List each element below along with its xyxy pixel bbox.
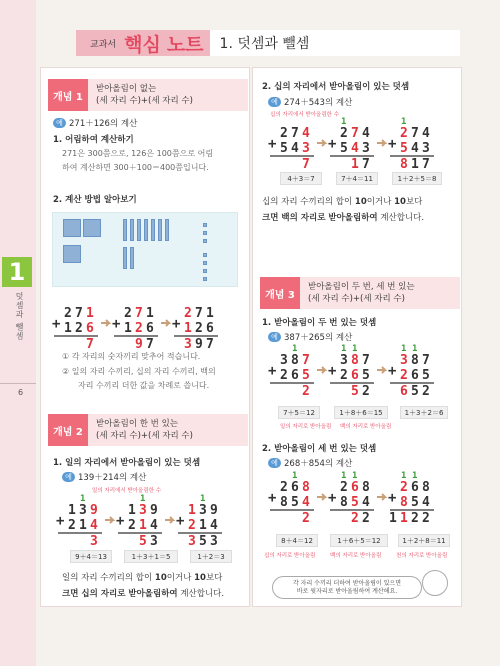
addend-digit: 1 <box>79 518 87 533</box>
c3-result-5: 1＋6＋5＝12 <box>330 534 388 547</box>
addend-digit: 8 <box>411 353 419 368</box>
c3-note-ones: 일의 자리로 받아올림 <box>280 424 332 430</box>
addend-digit: 3 <box>139 503 147 518</box>
addend-digit: 4 <box>210 518 218 533</box>
addend-digit: 2 <box>195 321 203 336</box>
addend-digit: 8 <box>302 480 310 495</box>
sidebar-divider <box>0 383 36 384</box>
addend-digit: 2 <box>135 321 143 336</box>
carry-digit: 1 <box>401 117 407 127</box>
concept-3-line2: (세 자리 수)+(세 자리 수) <box>308 294 405 304</box>
addend-digit: 4 <box>411 141 419 156</box>
note-label: 노트 <box>166 33 204 56</box>
carry-digit: 1 <box>341 344 347 354</box>
base-ten-blocks-image <box>52 212 238 287</box>
c2-result-1: 9＋4＝13 <box>70 550 112 563</box>
addend-digit: 5 <box>291 495 299 510</box>
addend-digit: 5 <box>340 141 348 156</box>
carry-digit: 1 <box>412 471 418 481</box>
sum-digit: 5 <box>411 384 419 397</box>
c2b-carry-note: 십의 자리에서 받아올림한 수 <box>270 112 340 118</box>
step-arrow <box>101 320 109 326</box>
step-arrow <box>377 140 385 146</box>
c2b-result-3: 1＋2＋5＝8 <box>392 172 442 185</box>
page-number: 6 <box>18 388 24 397</box>
example-badge: 예 <box>268 458 281 468</box>
addend-digit: 9 <box>210 503 218 518</box>
sum-digit: 9 <box>135 337 143 350</box>
addend-digit: 2 <box>124 306 132 321</box>
step-arrow <box>165 517 173 523</box>
sum-digit: 3 <box>150 534 158 547</box>
addend-digit: 5 <box>400 141 408 156</box>
carry-digit: 1 <box>140 494 146 504</box>
addend-digit: 3 <box>422 141 430 156</box>
c1-step1-b: 하여 계산하면 300＋100＝400쯤입니다. <box>62 163 209 172</box>
sum-digit: 5 <box>351 384 359 397</box>
addend-digit: 7 <box>75 306 83 321</box>
chapter-number: 1 <box>2 257 32 287</box>
step-arrow <box>105 517 113 523</box>
ten-rod <box>123 219 127 241</box>
addend-digit: 1 <box>139 518 147 533</box>
addend-digit: 3 <box>199 503 207 518</box>
addend-digit: 1 <box>206 306 214 321</box>
unit-cube <box>203 231 207 235</box>
sum-digit: 7 <box>146 337 154 350</box>
addend-digit: 4 <box>302 126 310 141</box>
addend-digit: 8 <box>280 495 288 510</box>
addend-digit: 4 <box>422 126 430 141</box>
c1-step1: 1. 어림하여 계산하기 <box>53 135 134 145</box>
addend-digit: 3 <box>280 353 288 368</box>
concept-1-line2: (세 자리 수)+(세 자리 수) <box>96 96 193 106</box>
plus-sign: + <box>328 136 337 152</box>
example-5-text: 268＋854의 계산 <box>284 459 353 469</box>
plus-sign: + <box>172 316 181 332</box>
addend-digit: 8 <box>340 495 348 510</box>
plus-sign: + <box>52 316 61 332</box>
addend-digit: 2 <box>400 368 408 383</box>
addend-digit: 1 <box>124 321 132 336</box>
carry-digit: 1 <box>352 344 358 354</box>
addend-digit: 2 <box>400 480 408 495</box>
sum-digit: 1 <box>351 157 359 170</box>
plus-sign: + <box>112 316 121 332</box>
sum-digit: 1 <box>389 511 397 524</box>
plus-sign: + <box>268 363 277 379</box>
page-header <box>76 30 460 56</box>
addend-digit: 2 <box>340 368 348 383</box>
plus-sign: + <box>388 136 397 152</box>
addend-digit: 8 <box>291 353 299 368</box>
c3b-vertical-addition <box>268 469 458 524</box>
addend-digit: 2 <box>184 306 192 321</box>
addend-digit: 7 <box>362 353 370 368</box>
carry-digit: 1 <box>401 471 407 481</box>
step-arrow <box>161 320 169 326</box>
addend-digit: 8 <box>351 353 359 368</box>
addend-digit: 6 <box>351 480 359 495</box>
c1-step1-a: 271은 300쯤으로, 126은 100쯤으로 어림 <box>62 149 214 158</box>
addend-digit: 3 <box>79 503 87 518</box>
addend-digit: 5 <box>362 368 370 383</box>
c3-note-hundreds-2: 백의 자리로 받아올림 <box>330 553 382 559</box>
step-arrow <box>317 367 325 373</box>
addend-digit: 3 <box>340 353 348 368</box>
addend-digit: 6 <box>411 480 419 495</box>
c2b-rule-line2: 크면 백의 자리로 받아올림하여 계산합니다. <box>262 213 425 223</box>
speech-bubble <box>272 576 422 599</box>
c3-result-1: 7＋5＝12 <box>278 406 320 419</box>
sum-digit: 2 <box>422 384 430 397</box>
unit-cube <box>203 223 207 227</box>
plus-sign: + <box>388 363 397 379</box>
bear-mascot-icon <box>422 570 448 596</box>
addend-digit: 1 <box>188 503 196 518</box>
ten-rod <box>137 219 141 241</box>
carry-digit: 1 <box>341 117 347 127</box>
c3-result-3: 1＋3＋2＝6 <box>400 406 448 419</box>
hundred-block <box>63 219 81 237</box>
example-3 <box>268 96 352 108</box>
plus-sign: + <box>56 513 65 529</box>
addend-digit: 2 <box>340 126 348 141</box>
c2b-vertical-addition <box>268 115 458 170</box>
concept-1-box <box>48 79 248 111</box>
addend-digit: 7 <box>135 306 143 321</box>
c1-note-2b: 자리 수끼리 더한 값을 차례로 씁니다. <box>78 381 210 390</box>
sum-digit: 3 <box>188 534 196 547</box>
unit-cube <box>203 253 207 257</box>
addend-digit: 7 <box>291 126 299 141</box>
addend-digit: 5 <box>351 495 359 510</box>
concept-3-label: 개념 3 <box>260 277 300 309</box>
sum-digit: 7 <box>362 157 370 170</box>
c2-rule-line1: 일의 자리 수끼리의 합이 10이거나 10보다 <box>62 573 223 583</box>
addend-digit: 2 <box>280 368 288 383</box>
concept-2-label: 개념 2 <box>48 414 88 446</box>
unit-cube <box>203 239 207 243</box>
addend-digit: 7 <box>422 353 430 368</box>
c3-note-thousands: 천의 자리로 받아올림 <box>396 553 448 559</box>
example-badge: 예 <box>62 472 75 482</box>
addend-digit: 7 <box>302 353 310 368</box>
sum-digit: 7 <box>206 337 214 350</box>
example-5 <box>268 457 352 469</box>
c3a-vertical-addition <box>268 342 458 397</box>
example-4-text: 387＋265의 계산 <box>284 333 353 343</box>
addend-digit: 6 <box>411 368 419 383</box>
c1-vertical-addition <box>52 295 242 350</box>
carry-digit: 1 <box>292 344 298 354</box>
carry-digit: 1 <box>401 344 407 354</box>
concept-2-box <box>48 414 248 446</box>
plus-sign: + <box>268 490 277 506</box>
sum-digit: 2 <box>351 511 359 524</box>
c1-note-2a: ② 일의 자리 수끼리, 십의 자리 수끼리, 백의 <box>62 367 216 376</box>
addend-digit: 2 <box>188 518 196 533</box>
addend-digit: 3 <box>362 141 370 156</box>
sum-digit: 8 <box>400 157 408 170</box>
addend-digit: 4 <box>150 518 158 533</box>
plus-sign: + <box>176 513 185 529</box>
step-arrow <box>377 367 385 373</box>
addend-digit: 2 <box>75 321 83 336</box>
addend-digit: 4 <box>362 126 370 141</box>
c3-step2: 2. 받아올림이 세 번 있는 덧셈 <box>262 444 377 454</box>
addend-digit: 4 <box>90 518 98 533</box>
plus-sign: + <box>328 490 337 506</box>
ten-rod <box>165 219 169 241</box>
addend-digit: 9 <box>90 503 98 518</box>
plus-sign: + <box>268 136 277 152</box>
addend-digit: 6 <box>291 368 299 383</box>
c1-step2: 2. 계산 방법 알아보기 <box>53 195 137 205</box>
addend-digit: 8 <box>362 480 370 495</box>
sum-digit: 9 <box>195 337 203 350</box>
chapter-title: 덧셈과 뺄셈 <box>15 292 24 341</box>
sum-digit: 6 <box>400 384 408 397</box>
c2-result-2: 1＋3＋1＝5 <box>124 550 178 563</box>
sum-digit: 3 <box>90 534 98 547</box>
ten-rod <box>130 219 134 241</box>
unit-cube <box>203 269 207 273</box>
addend-digit: 1 <box>86 306 94 321</box>
sum-digit: 2 <box>422 511 430 524</box>
addend-digit: 2 <box>68 518 76 533</box>
ten-rod <box>144 219 148 241</box>
addend-digit: 2 <box>340 480 348 495</box>
addend-digit: 7 <box>351 126 359 141</box>
carry-digit: 1 <box>200 494 206 504</box>
c1-note-1: ① 각 자리의 숫자끼리 맞추어 적습니다. <box>62 352 201 361</box>
plus-sign: + <box>388 490 397 506</box>
sum-digit: 7 <box>422 157 430 170</box>
unit-cube <box>203 277 207 281</box>
addend-digit: 9 <box>150 503 158 518</box>
ten-rod <box>123 247 127 269</box>
addend-digit: 8 <box>422 480 430 495</box>
example-3-text: 274＋543의 계산 <box>284 98 353 108</box>
plus-sign: + <box>116 513 125 529</box>
sum-digit: 2 <box>302 511 310 524</box>
example-2 <box>62 471 146 483</box>
addend-digit: 5 <box>302 368 310 383</box>
addend-digit: 4 <box>302 495 310 510</box>
addend-digit: 2 <box>64 306 72 321</box>
addend-digit: 1 <box>146 306 154 321</box>
c2b-result-1: 4＋3＝7 <box>280 172 322 185</box>
sum-digit: 3 <box>184 337 192 350</box>
carry-digit: 1 <box>341 471 347 481</box>
addend-digit: 5 <box>280 141 288 156</box>
addend-digit: 2 <box>400 126 408 141</box>
c2-step1: 1. 일의 자리에서 받아올림이 있는 덧셈 <box>53 458 201 468</box>
concept-1-line1: 받아올림이 없는 <box>96 84 157 94</box>
ten-rod <box>158 219 162 241</box>
c2-result-3: 1＋2＝3 <box>190 550 232 563</box>
addend-digit: 6 <box>291 480 299 495</box>
c3-note-hundreds: 백의 자리로 받아올림 <box>340 424 392 430</box>
addend-digit: 7 <box>195 306 203 321</box>
sum-digit: 7 <box>86 337 94 350</box>
addend-digit: 4 <box>351 141 359 156</box>
concept-2-line1: 받아올림이 한 번 있는 <box>96 419 179 429</box>
c2b-result-2: 7＋4＝11 <box>336 172 378 185</box>
addend-digit: 2 <box>280 480 288 495</box>
ten-rod <box>151 219 155 241</box>
c2b-rule-line1: 십의 자리 수끼리의 합이 10이거나 10보다 <box>262 197 423 207</box>
addend-digit: 1 <box>64 321 72 336</box>
carry-digit: 1 <box>292 471 298 481</box>
carry-digit: 1 <box>412 344 418 354</box>
bubble-line1: 각 자리 수끼리 더하여 받아올림이 있으면 <box>292 580 402 587</box>
concept-3-line1: 받아올림이 두 번, 세 번 있는 <box>308 282 415 292</box>
c3-note-tens: 십의 자리로 받아올림 <box>264 553 316 559</box>
concept-3-box <box>260 277 460 309</box>
addend-digit: 1 <box>184 321 192 336</box>
addend-digit: 3 <box>302 141 310 156</box>
c3-step1: 1. 받아올림이 두 번 있는 덧셈 <box>262 318 377 328</box>
c2-carry-note: 일의 자리에서 받아올림한 수 <box>92 488 162 494</box>
addend-digit: 6 <box>206 321 214 336</box>
sum-digit: 3 <box>210 534 218 547</box>
addend-digit: 6 <box>146 321 154 336</box>
addend-digit: 4 <box>362 495 370 510</box>
hundred-block <box>63 245 81 263</box>
sum-digit: 2 <box>302 384 310 397</box>
c3-result-4: 8＋4＝12 <box>276 534 318 547</box>
c3-result-6: 1＋2＋8＝11 <box>398 534 450 547</box>
addend-digit: 1 <box>128 503 136 518</box>
example-2-text: 139＋214의 계산 <box>78 473 147 483</box>
concept-2-line2: (세 자리 수)+(세 자리 수) <box>96 431 193 441</box>
sum-digit: 2 <box>362 511 370 524</box>
example-1-text: 271＋126의 계산 <box>69 119 138 129</box>
addend-digit: 6 <box>351 368 359 383</box>
c2b-step2: 2. 십의 자리에서 받아올림이 있는 덧셈 <box>262 82 410 92</box>
step-arrow <box>377 494 385 500</box>
example-badge: 예 <box>268 332 281 342</box>
addend-digit: 4 <box>291 141 299 156</box>
c3-result-2: 1＋8＋6＝15 <box>334 406 388 419</box>
addend-digit: 7 <box>411 126 419 141</box>
c2-vertical-addition <box>56 492 246 547</box>
addend-digit: 2 <box>128 518 136 533</box>
concept-1-label: 개념 1 <box>48 79 88 111</box>
sum-digit: 5 <box>199 534 207 547</box>
addend-digit: 6 <box>86 321 94 336</box>
sum-digit: 2 <box>411 511 419 524</box>
hundred-block <box>83 219 101 237</box>
section-title: 1. 덧셈과 뺄셈 <box>210 30 460 56</box>
addend-digit: 8 <box>400 495 408 510</box>
sum-digit: 7 <box>302 157 310 170</box>
bubble-line2: 바로 윗자리로 받아올림하여 계산해요. <box>296 588 398 595</box>
sum-digit: 1 <box>411 157 419 170</box>
addend-digit: 3 <box>400 353 408 368</box>
sum-digit: 5 <box>139 534 147 547</box>
core-label: 핵심 <box>124 33 161 56</box>
addend-digit: 5 <box>422 368 430 383</box>
c2-rule-line2: 크면 십의 자리로 받아올림하여 계산합니다. <box>62 589 225 599</box>
addend-digit: 1 <box>199 518 207 533</box>
addend-digit: 4 <box>422 495 430 510</box>
sum-digit: 1 <box>400 511 408 524</box>
step-arrow <box>317 140 325 146</box>
addend-digit: 2 <box>280 126 288 141</box>
example-badge: 예 <box>53 118 66 128</box>
ten-rod <box>130 247 134 269</box>
core-note-tag <box>76 30 210 56</box>
textbook-label: 교과서 <box>90 39 117 50</box>
addend-digit: 1 <box>68 503 76 518</box>
plus-sign: + <box>328 363 337 379</box>
example-badge: 예 <box>268 97 281 107</box>
example-1 <box>53 117 137 129</box>
step-arrow <box>317 494 325 500</box>
carry-digit: 1 <box>80 494 86 504</box>
sum-digit: 2 <box>362 384 370 397</box>
carry-digit: 1 <box>352 471 358 481</box>
addend-digit: 5 <box>411 495 419 510</box>
unit-cube <box>203 261 207 265</box>
